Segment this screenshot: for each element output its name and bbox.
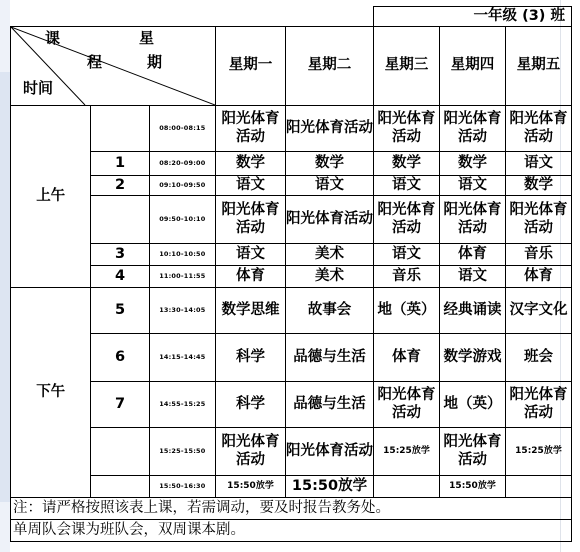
schedule-cell: 科学	[216, 334, 286, 382]
schedule-cell: 15:25放学	[374, 428, 440, 476]
schedule-cell: 语文	[440, 266, 506, 288]
schedule-cell: 阳光体育活动	[216, 428, 286, 476]
schedule-cell: 语文	[216, 176, 286, 196]
schedule-cell: 体育	[216, 266, 286, 288]
schedule-cell: 数学思维	[216, 288, 286, 334]
corner-header	[11, 27, 216, 106]
schedule-cell: 15:25放学	[506, 428, 572, 476]
schedule-cell: 体育	[506, 266, 572, 288]
schedule-cell: 15:50放学	[440, 476, 506, 498]
class-title: 一年级 (3) 班	[374, 7, 572, 27]
schedule-cell: 美术	[286, 266, 374, 288]
time-slot: 14:15-14:45	[149, 334, 215, 382]
schedule-cell: 语文	[374, 176, 440, 196]
schedule-cell: 科学	[216, 382, 286, 428]
schedule-cell: 音乐	[506, 244, 572, 266]
lesson-number: 1	[91, 152, 149, 176]
lesson-number: 6	[91, 334, 149, 382]
time-slot: 09:50-10:10	[149, 196, 215, 244]
period-morning: 上午	[11, 106, 91, 288]
row-header-bar	[0, 0, 10, 552]
lesson-number: 4	[91, 266, 149, 288]
schedule-cell: 品德与生活	[286, 334, 374, 382]
schedule-cell: 阳光体育活动	[216, 196, 286, 244]
time-slot: 10:10-10:50	[149, 244, 215, 266]
schedule-cell: 阳光体育活动	[440, 196, 506, 244]
schedule-cell: 语文	[286, 176, 374, 196]
schedule-cell: 体育	[440, 244, 506, 266]
schedule-cell: 语文	[216, 244, 286, 266]
time-slot: 08:20-09:00	[149, 152, 215, 176]
corner-time: 时间	[23, 79, 54, 97]
schedule-cell: 阳光体育活动	[374, 106, 440, 152]
timetable	[10, 6, 572, 542]
note-line: 注：请严格按照该表上课，若需调动，要及时报告教务处。	[11, 498, 572, 520]
lesson-number: 5	[91, 288, 149, 334]
corner-period: 期	[147, 53, 163, 71]
schedule-cell: 15:50放学	[216, 476, 286, 498]
time-slot: 09:10-09:50	[149, 176, 215, 196]
lesson-number	[91, 476, 149, 498]
day-header: 星期五	[506, 27, 572, 106]
schedule-cell: 经典诵读	[440, 288, 506, 334]
schedule-cell: 阳光体育活动	[506, 382, 572, 428]
day-header: 星期四	[440, 27, 506, 106]
note-line: 单周队会课为班队会，双周课本剧。	[11, 520, 572, 542]
schedule-cell: 美术	[286, 244, 374, 266]
row-selection-highlight	[0, 72, 10, 502]
schedule-cell: 语文	[506, 152, 572, 176]
schedule-cell: 汉字文化	[506, 288, 572, 334]
schedule-cell: 地（英）	[374, 288, 440, 334]
lesson-number	[91, 196, 149, 244]
time-slot: 08:00-08:15	[149, 106, 215, 152]
schedule-cell: 音乐	[374, 266, 440, 288]
time-slot: 15:25-15:50	[149, 428, 215, 476]
schedule-cell	[506, 476, 572, 498]
corner-week: 星	[139, 29, 155, 47]
schedule-cell: 数学	[216, 152, 286, 176]
schedule-cell: 语文	[374, 244, 440, 266]
lesson-number: 7	[91, 382, 149, 428]
day-header: 星期三	[374, 27, 440, 106]
title-spacer	[11, 7, 374, 27]
schedule-cell: 数学	[286, 152, 374, 176]
time-slot: 15:50-16:30	[149, 476, 215, 498]
schedule-cell: 地（英）	[440, 382, 506, 428]
schedule-cell: 阳光体育活动	[216, 106, 286, 152]
schedule-cell: 品德与生活	[286, 382, 374, 428]
day-header: 星期一	[216, 27, 286, 106]
lesson-number: 2	[91, 176, 149, 196]
lesson-number	[91, 428, 149, 476]
period-afternoon: 下午	[11, 288, 91, 498]
schedule-cell: 数学	[440, 152, 506, 176]
time-slot: 11:00-11:55	[149, 266, 215, 288]
schedule-cell: 阳光体育活动	[506, 196, 572, 244]
time-slot: 13:30-14:05	[149, 288, 215, 334]
schedule-cell: 数学	[506, 176, 572, 196]
schedule-cell: 阳光体育活动	[374, 196, 440, 244]
schedule-cell	[374, 476, 440, 498]
lesson-number	[91, 106, 149, 152]
schedule-cell: 阳光体育活动	[440, 106, 506, 152]
schedule-cell: 阳光体育活动	[374, 382, 440, 428]
schedule-cell: 阳光体育活动	[286, 428, 374, 476]
schedule-cell: 数学游戏	[440, 334, 506, 382]
schedule-cell: 数学	[374, 152, 440, 176]
day-header: 星期二	[286, 27, 374, 106]
schedule-cell: 体育	[374, 334, 440, 382]
schedule-cell: 阳光体育活动	[506, 106, 572, 152]
schedule-cell: 阳光体育活动	[286, 106, 374, 152]
schedule-cell: 班会	[506, 334, 572, 382]
corner-course: 课	[45, 29, 61, 47]
time-slot: 14:55-15:25	[149, 382, 215, 428]
schedule-cell: 15:50放学	[286, 476, 374, 498]
schedule-cell: 故事会	[286, 288, 374, 334]
schedule-cell: 阳光体育活动	[440, 428, 506, 476]
corner-process: 程	[87, 53, 103, 71]
lesson-number: 3	[91, 244, 149, 266]
schedule-cell: 语文	[440, 176, 506, 196]
schedule-cell: 阳光体育活动	[286, 196, 374, 244]
